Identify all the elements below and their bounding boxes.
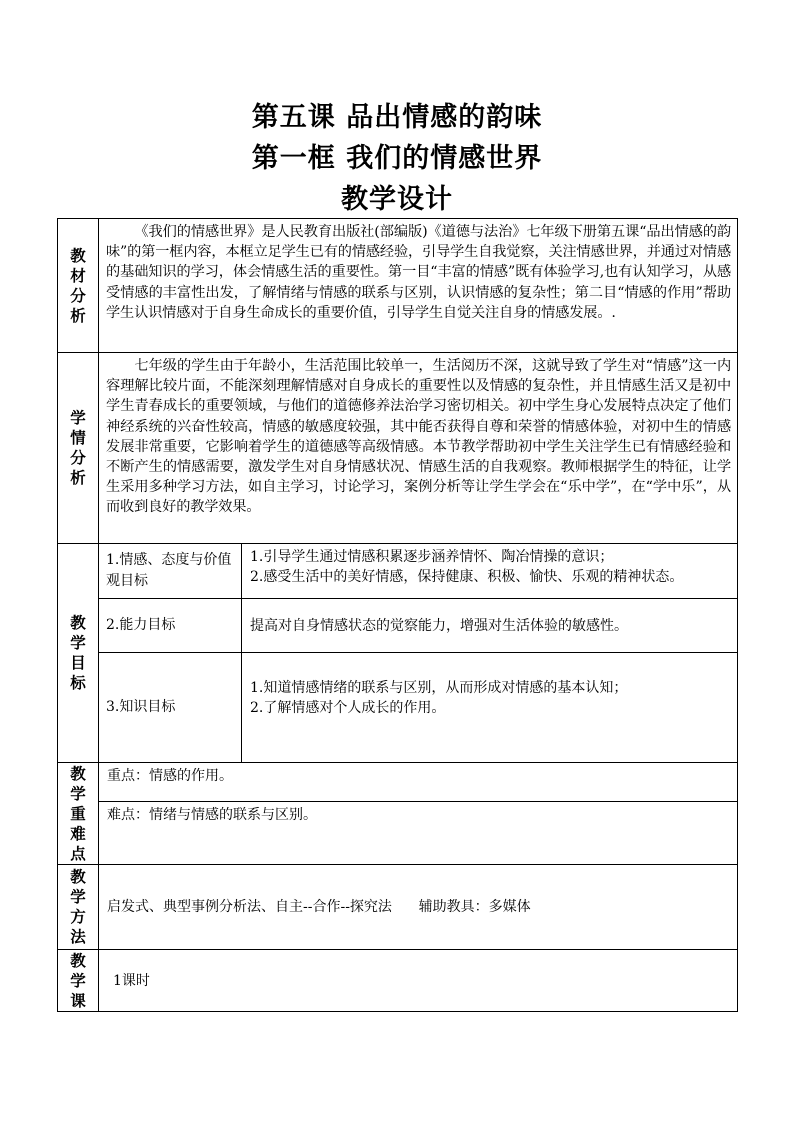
goal-line: 1.引导学生通过情感积累逐步涵养情怀、陶冶情操的意识；	[250, 549, 614, 565]
label-char: 教	[70, 764, 86, 783]
goal-name-knowledge: 3.知识目标	[99, 653, 242, 763]
keypoint-row	[58, 763, 738, 802]
teaching-methods-label	[58, 865, 99, 950]
key-difficult-label	[58, 763, 99, 865]
goal-line: 2.感受生活中的美好情感，保持健康、积极、愉快、乐观的精神状态。	[250, 569, 684, 585]
label-char: 情	[70, 429, 86, 447]
goal-line: 1.知道情感情绪的联系与区别，从而形成对情感的基本认知；	[250, 680, 628, 696]
label-char: 教	[70, 868, 86, 886]
label-char: 分	[70, 286, 86, 305]
label-char: 法	[70, 928, 86, 946]
label-char: 重	[70, 804, 86, 823]
goal-row-attitude	[58, 544, 738, 599]
label-char: 课	[70, 991, 86, 1010]
student-analysis-row	[58, 353, 738, 544]
goal-row-ability	[58, 599, 738, 653]
label-char: 教	[70, 246, 86, 265]
label-char: 教	[70, 951, 86, 970]
textbook-analysis-content: 《我们的情感世界》是人民教育出版社(部编版)《道德与法治》七年级下册第五课“品出情感的韵味”的第一框内容，本框立足学生已有的情感经验，引导学生自我觉察，关注情感世界，并通过对情感的基础知识的学习，体会情感生活的重要性。第一目“丰富的情感”既有体验学习,也有认知学习，从感受情感的丰富性出发，了解情绪与情感的联系与区别，认识情感的复杂性；第二目“情感的作用”帮助学生认识情感对于自身生命成长的重要价值，引导学生自觉关注自身的情感发展。.	[99, 219, 738, 353]
label-char: 目	[70, 654, 86, 672]
teaching-hours-content: 1课时	[99, 950, 738, 1012]
section-title: 第一框 我们的情感世界	[251, 143, 543, 174]
label-char: 教	[70, 614, 86, 632]
document-title: 教学设计	[341, 184, 453, 215]
label-char: 析	[70, 469, 86, 487]
teaching-goals-label	[58, 544, 99, 763]
label-char: 材	[70, 266, 86, 285]
goal-line: 提高对自身情感状态的觉察能力，增强对生活体验的敏感性。	[250, 617, 628, 634]
label-char: 学	[70, 634, 86, 652]
textbook-analysis-label	[58, 219, 99, 353]
hours-row	[58, 950, 738, 1012]
difficult-point-content: 难点：情绪与情感的联系与区别。	[99, 802, 738, 865]
goal-name-attitude: 1.情感、态度与价值观目标	[99, 544, 242, 599]
label-char: 分	[70, 449, 86, 467]
goal-line: 2.了解情感对个人成长的作用。	[250, 700, 446, 716]
lesson-plan-table	[57, 218, 738, 1012]
goal-row-knowledge	[58, 653, 738, 763]
label-char: 点	[70, 844, 86, 863]
goal-name-ability: 2.能力目标	[99, 599, 242, 653]
label-char: 标	[70, 674, 86, 692]
difficult-row	[58, 802, 738, 865]
label-char: 学	[70, 409, 86, 427]
label-char: 学	[70, 971, 86, 990]
label-char: 学	[70, 888, 86, 906]
goal-content-knowledge	[242, 653, 738, 763]
label-char: 析	[70, 306, 86, 325]
label-char: 难	[70, 824, 86, 843]
textbook-analysis-row	[58, 219, 738, 353]
lesson-title: 第五课 品出情感的韵味	[251, 102, 543, 133]
label-char: 方	[70, 908, 86, 926]
label-char: 学	[70, 784, 86, 803]
student-analysis-content: 七年级的学生由于年龄小，生活范围比较单一，生活阅历不深，这就导致了学生对“情感”这一内容理解比较片面，不能深刻理解情感对自身成长的重要性以及情感的复杂性，并且情感生活又是初中学生青春成长的重要领域，与他们的道德修养法治学习密切相关。初中学生身心发展特点决定了他们神经系统的兴奋性较高，情感的敏感度较强，其中能否获得自尊和荣誉的情感体验，对初中生的情感发展非常重要，它影响着学生的道德感等高级情感。本节教学帮助初中学生关注学生已有情感经验和不断产生的情感需要，激发学生对自身情感状况、情感生活的自我观察。教师根据学生的特征，让学生采用多种学习方法，如自主学习，讨论学习，案例分析等让学生学会在“乐中学”，在“学中乐”，从而收到良好的教学效果。	[99, 353, 738, 544]
methods-row	[58, 865, 738, 950]
teaching-methods-content: 启发式、典型事例分析法、自主--合作--探究法 辅助教具：多媒体	[99, 865, 738, 950]
teaching-hours-label	[58, 950, 99, 1012]
goal-content-attitude	[242, 544, 738, 599]
key-point-content: 重点：情感的作用。	[99, 763, 738, 802]
goal-content-ability	[242, 599, 738, 653]
student-analysis-label	[58, 353, 99, 544]
